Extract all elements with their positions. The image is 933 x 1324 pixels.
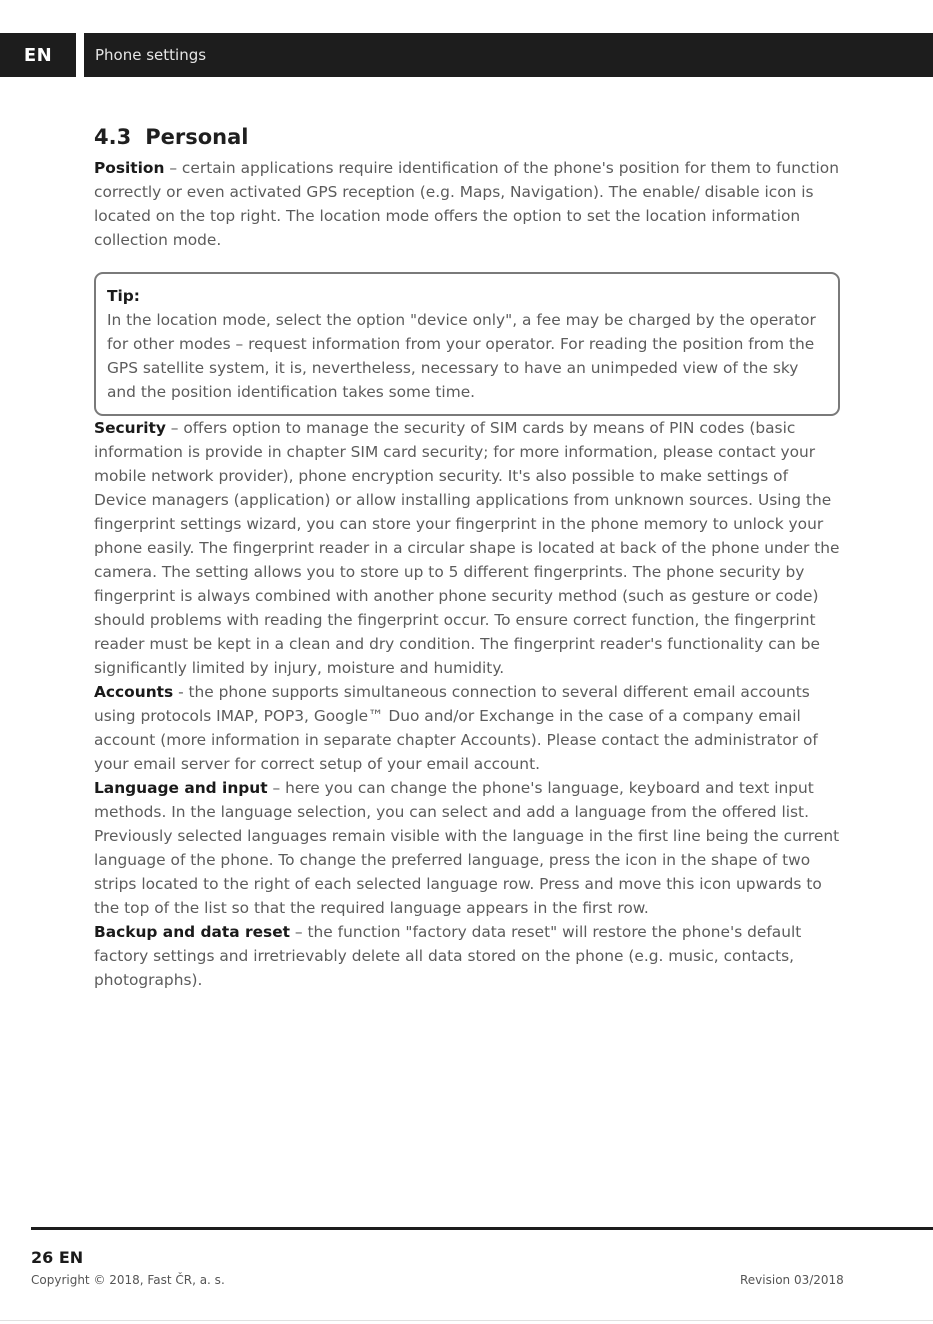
heading-number: 4.3 [94,125,132,149]
paragraph-accounts [94,680,840,776]
term-security: Security [94,419,166,437]
tip-title: Tip: [107,287,140,305]
term-backup: Backup and data reset [94,923,291,941]
main-content [94,118,840,992]
bottom-edge-rule [0,1320,933,1321]
paragraph-backup [94,920,840,992]
text-language-input: – here you can change the phone's language, keyboard and text input methods. In the language selection, you can select and add a language from the offered list. Previously selected languages remain visible with the language in the first line being the current language of the phone. To change the preferred language, press the icon in the shape of two strips located to the right of each selected language row. Press and move this icon upwards to the top of the list so that the required language appears in the first row. [94,779,840,917]
heading-title: Personal [145,125,249,149]
page-number: 26 EN [31,1248,84,1267]
text-position: – certain applications require identification of the phone's position for them to function correctly or even activated GPS reception (e.g. Maps, Navigation). The enable/ disable icon is located on the top right. The location mode offers the option to set the location information collection mode. [94,159,839,249]
language-badge: EN [23,44,53,66]
tip-box [94,272,840,416]
paragraph-position [94,156,840,252]
header-divider [76,33,84,77]
copyright-text: Copyright © 2018, Fast ČR, a. s. [31,1273,225,1287]
section-heading [94,118,840,156]
section-name: Phone settings [95,46,207,64]
term-accounts: Accounts [94,683,174,701]
paragraph-language-input [94,776,840,920]
paragraph-security [94,416,840,680]
text-backup: – the function "factory data reset" will restore the phone's default factory settings and irretrievably delete all data stored on the phone (e.g. music, contacts, photographs). [94,923,802,989]
footer-rule [31,1227,933,1230]
text-security: – offers option to manage the security of SIM cards by means of PIN codes (basic information is provide in chapter SIM card security; for more information, please contact your mobile network provider), phone encryption security. It's also possible to make settings of Device managers (application) or allow installing applications from unknown sources. Using the fingerprint settings wizard, you can store your fingerprint in the phone memory to unlock your phone easily. The fingerprint reader in a circular shape is located at back of the phone under the camera. The setting allows you to store up to 5 different fingerprints. The phone security by fingerprint is always combined with another phone security method (such as gesture or code) should problems with reading the fingerprint occur. To ensure correct function, the fingerprint reader must be kept in a clean and dry condition. The fingerprint reader's functionality can be significantly limited by injury, moisture and humidity. [94,419,840,677]
term-language-input: Language and input [94,779,268,797]
tip-text: In the location mode, select the option "device only", a fee may be charged by the operator for other modes – request information from your operator. For reading the position from the GPS satellite system, it is, nevertheless, necessary to have an unimpeded view of the sky and the position identification takes some time. [107,311,816,401]
text-accounts: - the phone supports simultaneous connection to several different email accounts using protocols IMAP, POP3, Google™ Duo and/or Exchange in the case of a company email account (more information in separate chapter Accounts). Please contact the administrator of your email server for correct setup of your email account. [94,683,818,773]
term-position: Position [94,159,165,177]
revision-text: Revision 03/2018 [740,1273,844,1287]
header-bar [0,33,933,77]
